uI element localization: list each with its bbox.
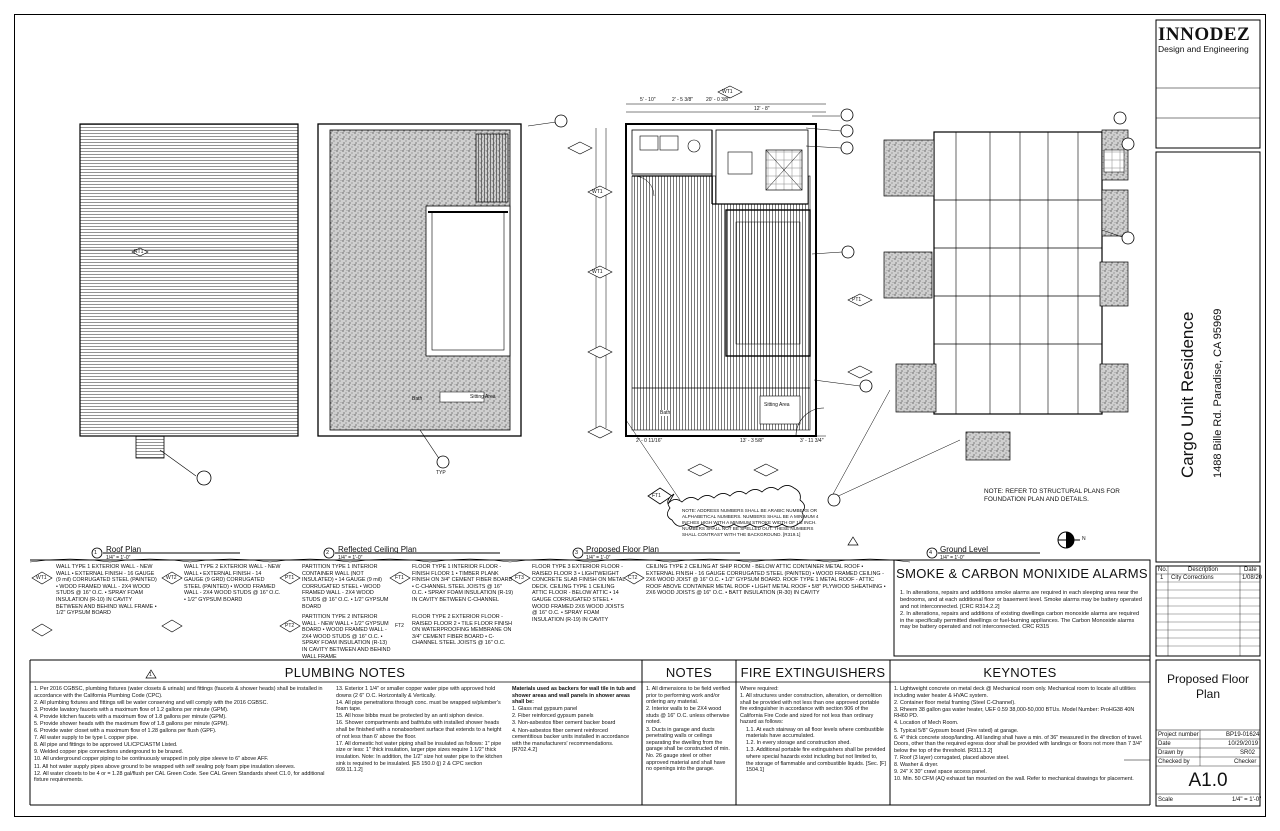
partition-type-2 — [302, 614, 392, 658]
field-label-date: Date — [1158, 741, 1171, 747]
company-tagline: Design and Engineering — [1158, 44, 1249, 54]
ground-level-title: Ground Level — [940, 545, 989, 554]
keynote-item: 6. 4" thick concrete stoop/landing. All landing shall have a min. of 36" measured in the direction of travel. Doors, other than the required egress door shall be provided with landings or floors not more than 7 3/4" below the top of the threshold. [R311.3.2] — [894, 734, 1143, 754]
north-label: N — [1082, 536, 1086, 542]
floor-tag-pt1: PT1 — [852, 297, 862, 303]
ground-level-plan — [884, 112, 1134, 460]
north-arrow — [1058, 532, 1080, 548]
rcp-tag-bath: Bath — [412, 396, 423, 402]
view-title-markers — [92, 548, 1040, 558]
type-text: CEILING TYPE 2 CEILING AT SHIP ROOM - BELOW ATTIC CONTAINER METAL ROOF • EXTERNAL FINISH - 16 GAUGE CORRUGATED STEEL (PAINTED) • WOOD FRAMED CEILING - 2X6 WOOD JOIST @ 16" O.C. • 1/2" GYPSUM BOARD. ROOF TYPE 1 METAL ROOF - ATTIC ROOF ABOVE CONTAINER METAL ROOF • LIGHT METAL ROOF • 5/8" PLYWOOD SHEATHING • 2X6 WOOD JOISTS @ 16" O.C. • BATT INSULATION (R-30) IN CAVITY — [646, 564, 886, 597]
dim-2: 2' - 5 3/8" — [672, 97, 694, 103]
keynote-item: 3. Rheem 38 gallon gas water heater, UEF 0.59 38,000-50,000 BTUs. Model Number: ProHG38 40N RH60 PD. — [894, 706, 1135, 720]
plumbing-note: 2. All plumbing fixtures and fittings will be water conserving and will comply with the 2016 CGBSC. — [34, 699, 269, 706]
plumbing-note: 17. All domestic hot water piping shall be insulated as follows: 1" pipe size or less: 1" thick insulation, larger pipe sizes require 1 1/2" thick insulation. Note: In addition, the 1/2" size hot water pipe to the kitchen sink is required to be insulated. [E5 150.0 (j) 2 & CPC section 609.11.1.2] — [336, 740, 503, 774]
keynote-item: 5. Typical 5/8" Gypsum board (Fire rated) at garage. — [894, 727, 1019, 734]
reflected-ceiling-plan — [318, 115, 567, 468]
dim-7: 3' - 11 3/4" — [800, 438, 824, 444]
type-text: FLOOR TYPE 3 EXTERIOR FLOOR - RAISED FLOOR 3 • LIGHTWEIGHT CONCRETE SLAB FINISH ON METAL DECK. CEILING TYPE 1 CEILING ATTIC FLOOR - BELOW ATTIC • 14 GAUGE CORRUGATED STEEL • WOOD FRAMED 2X6 WOOD JOISTS @ 16" O.C. • SPRAY FOAM INSULATION (R-19) IN CAVITY — [532, 564, 626, 623]
floor-type-3 — [532, 564, 628, 658]
fire-item: 1.2. In every storage and construction shed. — [746, 740, 851, 747]
smoke-alarms-text — [900, 590, 1144, 654]
floor-tag-bath: Bath — [660, 410, 671, 416]
plumbing-col-3 — [512, 686, 638, 804]
type-text: WALL TYPE 2 EXTERIOR WALL - NEW WALL • EXTERNAL FINISH - 14 GAUGE (9 GRD) CORRUGATED STEEL (PAINTED) • WOOD FRAMED WALL - 2X4 WOOD STUDS @ 16" O.C. • 1/2" GYPSUM BOARD — [184, 564, 281, 603]
roof-plan — [80, 124, 298, 485]
rev-header-no: No. — [1158, 567, 1168, 573]
fire-item: 1.3. Additional portable fire extinguishers shall be provided where special hazards exist including but not limited to, the storage of flammable and combustible liquids. [Sec. [F] 1504.1] — [746, 747, 886, 774]
floor-tag-ft1: FT1 — [652, 493, 661, 499]
field-value-date: 10/29/2019 — [1228, 741, 1259, 747]
plumbing-note: 10. All underground copper piping to be continuously wrapped in poly pipe sleeve to 6" above AFF. — [34, 756, 269, 763]
ground-level-num: 4 — [929, 550, 933, 556]
scale-value: 1/4" = 1'-0" — [1232, 797, 1262, 803]
plumbing-note: 5. Provide shower heads with the maximum flow of 1.8 gallons per minute (GPM). — [34, 720, 229, 727]
tag-ft1: FT1 — [395, 575, 404, 581]
dim-5: 2' - 0 11/16" — [636, 438, 663, 444]
roof-plan-scale: 1/4" = 1'-0" — [106, 555, 131, 561]
field-label-checked-by: Checked by — [1158, 759, 1190, 765]
plumbing-backer: 3. Non-asbestos fiber cement backer board — [512, 720, 616, 727]
rev-row-no: 1 — [1160, 575, 1164, 581]
plumbing-backer: 4. Non-asbestos fiber cement reinforced cementitious backer units installed in accordance with the manufacturers' recommendations. [R702.4.2] — [512, 727, 630, 754]
roof-tag-rt1: RT1 — [134, 249, 144, 255]
address-note: NOTE: ADDRESS NUMBERS SHALL BE ARABIC NUMBERS OR ALPHABETICAL NUMBERS. NUMBERS SHALL BE A MINIMUM 4 INCHES HIGH WITH A MINIMUM STROKE WIDTH OF 1/2 INCH. NUMBERS SHALL NOT BE SPELLED OUT. THESE NUMBERS SHALL CONTRAST WITH THE BACKGROUND. [R319.1] — [682, 508, 819, 537]
sheet-number: A1.0 — [1188, 770, 1228, 791]
roof-plan-num: 1 — [94, 550, 98, 556]
plumbing-note: 16. Shower compartments and bathtubs with installed shower heads shall be finished with a nonabsorbent surface that extends to a height of not less than 6' above the floor. — [336, 720, 502, 740]
keynote-item: 10. Min. 50 CFM (AQ exhaust fan mounted on the wall. Refer to mechanical drawings for placement. — [894, 776, 1134, 783]
floor-tag-wt1-top: WT1 — [722, 89, 733, 95]
plumbing-note: 12. All water closets to be 4 or = 1.28 gal/flush per CAL Green Code. See CAL Green Standards sheet C1.0, for additional fixture requirements. — [34, 770, 325, 784]
tag-pt1: PT1 — [285, 575, 295, 581]
floor-plan-title: Proposed Floor Plan — [586, 545, 659, 554]
tag-ct2: CT2 — [628, 575, 638, 581]
tag-wt1: WT1 — [36, 575, 47, 581]
fire-lead: Where required: — [740, 686, 779, 692]
notes-list — [646, 686, 732, 804]
plumbing-col-2 — [336, 686, 506, 804]
floor-plan-num: 3 — [575, 550, 579, 556]
field-label-drawn-by: Drawn by — [1158, 750, 1184, 756]
dim-4: 12' - 8" — [754, 106, 770, 112]
type-text: PARTITION TYPE 1 INTERIOR CONTAINER WALL (NOT INSULATED) • 14 GAUGE (9 mil) CORRUGATED STEEL • WOOD FRAMED WALL - 2X4 WOOD STUDS @ 16" O.C. • 1/2" GYPSUM BOARD — [302, 564, 389, 610]
tag-ft2: FT2 — [395, 623, 404, 629]
plumbing-notes-title: PLUMBING NOTES — [284, 665, 406, 680]
dim-3: 20' - 0 3/8" — [706, 97, 730, 103]
rev-row-desc: City Corrections — [1171, 575, 1214, 581]
floor-tag-wt1-a: WT1 — [592, 189, 603, 195]
floor-tag-wt1-b: WT1 — [592, 269, 603, 275]
type-text: PARTITION TYPE 2 INTERIOR WALL - NEW WALL • 1/2" GYPSUM BOARD • WOOD FRAMED WALL - 2X4 WOOD STUDS @ 16" O.C. • SPRAY FOAM INSULATION (R-13) IN CAVITY BETWEEN AND BEHIND WALL FRAME — [302, 614, 391, 658]
smoke-alarms-title: SMOKE & CARBON MONIXIDE ALARMS — [896, 566, 1148, 581]
keynote-item: 8. Washer & dryer. — [894, 762, 939, 769]
rev-row-date: 1/08/20 — [1242, 575, 1263, 581]
fire-extinguishers-title: FIRE EXTINGUISHERS — [740, 665, 886, 680]
plumbing-lead: Materials used as backers for wall tile in tub and shower areas and wall panels in shower areas shall be: — [512, 686, 636, 706]
company-logo — [1158, 24, 1262, 54]
rcp-tag-typ: TYP — [436, 470, 446, 476]
plumbing-note: 7. All water supply to be type L copper pipe. — [34, 735, 139, 742]
keynotes-title: KEYNOTES — [983, 665, 1057, 680]
project-address: 1488 Bille Rd. Paradise, CA 95969 — [1212, 308, 1224, 478]
wall-type-1 — [56, 564, 160, 658]
rev-header-desc: Description — [1188, 567, 1219, 573]
wall-type-2 — [184, 564, 282, 658]
ceiling-type-2 — [646, 564, 890, 658]
plumbing-backer: 1. Glass mat gypsum panel — [512, 706, 578, 713]
revision-triangle-label: 1 — [149, 672, 152, 678]
fire-item: 1.1. At each stairway on all floor levels where combustible materials have accumulated. — [746, 726, 884, 740]
fire-extinguishers-list — [740, 686, 886, 804]
plumbing-note: 4. Provide kitchen faucets with a maximum flow of 1.8 gallons per minute (GPM). — [34, 713, 227, 720]
floor-plan-scale: 1/4" = 1'-0" — [586, 555, 611, 561]
rev-header-date: Date — [1244, 567, 1257, 573]
plumbing-col-1 — [34, 686, 332, 804]
dim-6: 13' - 3 5/8" — [740, 438, 764, 444]
plumbing-note: 11. All hot water supply pipes above ground to be wrapped with self sealing poly foam pipe insulation sleeves. — [34, 763, 296, 770]
tag-pt2: PT2 — [285, 623, 295, 629]
tag-ft3: FT3 — [515, 575, 524, 581]
rcp-title: Reflected Ceiling Plan — [338, 545, 417, 554]
rcp-scale: 1/4" = 1'-0" — [338, 555, 363, 561]
plumbing-note: 6. Provide water closet with a maximum flow of 1.28 gallons per flush (GPF). — [34, 728, 217, 735]
note-item: 1. All dimensions to be field verified prior to performing work and/or ordering any material. — [646, 686, 731, 706]
plumbing-backer: 2. Fiber reinforced gypsum panels — [512, 713, 594, 720]
field-value-drawn-by: SR02 — [1240, 750, 1256, 756]
field-value-checked-by: Checker — [1234, 759, 1257, 765]
partition-type-1 — [302, 564, 392, 614]
rcp-tag-sitting: Sitting Area — [470, 394, 496, 400]
keynote-item: 2. Container floor metal framing (Steel C-Channel). — [894, 699, 1016, 706]
plumbing-note: 14. All pipe penetrations through conc. must be wrapped w/plumber's foam tape. — [336, 699, 501, 713]
notes-title: NOTES — [665, 665, 713, 680]
scale-label: Scale — [1158, 797, 1174, 803]
note-item: 3. Ducts in garage and ducts penetrating walls or ceilings separating the dwelling from the garage shall be constructed of min. No. 26 gauge steel or other approved material and shall have no openings into the garage. — [646, 726, 730, 773]
proposed-floor-plan — [568, 86, 872, 504]
plumbing-note: 13. Exterior 1 1/4" or smaller copper water pipe with approved hold downs (2 6" O.C. Horizontally & Vertically. — [336, 686, 496, 699]
roof-plan-title: Roof Plan — [106, 545, 142, 554]
plumbing-note: 15. All hose bibbs must be protected by an anti siphon device. — [336, 713, 484, 720]
field-value-project-number: BP19-01624 — [1226, 732, 1260, 738]
plumbing-note: 8. All pipe and fittings to be approved UL/CPC/ASTM Listed. — [34, 742, 178, 749]
plumbing-note: 9. Welded copper pipe connections underground to be brazed. — [34, 749, 184, 756]
keynote-item: 7. Roof (3 layer) corrugated, placed above steel. — [894, 754, 1010, 761]
note-item: 2. Interior walls to be 2X4 wood studs @ 16" O.C. unless otherwise noted. — [646, 706, 730, 726]
company-name: INNODEZ — [1158, 24, 1251, 45]
plumbing-note: 3. Provide lavatory faucets with a maximum flow of 1.2 gallons per minute (GPM). — [34, 706, 229, 713]
floor-type-2 — [412, 614, 514, 658]
rcp-num: 2 — [326, 550, 330, 556]
project-title: Cargo Unit Residence — [1178, 311, 1197, 478]
smoke-item: 2. In alterations, repairs and additions of existing dwellings carbon monoxide alarms are required in the specifically permitted dwellings or fuel-burning appliances. The Carbon Monoxide alarms may be battery operated and not interconnected. CRC R315 — [900, 610, 1140, 631]
type-text: FLOOR TYPE 2 EXTERIOR FLOOR - RAISED FLOOR 2 • TILE FLOOR FINISH ON WATERPROOFING MEMBRANE ON 3/4" CEMENT FIBER BOARD • C-CHANNEL STEEL JOISTS @ 16" O.C. — [412, 614, 513, 647]
keynote-item: 9. 24" X 30" crawl space access panel. — [894, 769, 987, 776]
keynote-item: 1. Lightweight concrete on metal deck @ Mechanical room only. Mechanical room to locate all utilities including water heater & HVAC system. — [894, 686, 1136, 699]
tag-wt2: WT2 — [166, 575, 177, 581]
keynote-item: 4. Location of Mech Room. — [894, 720, 959, 727]
floor-type-1 — [412, 564, 514, 614]
smoke-item: 1. In alterations, repairs and additions smoke alarms are required in each sleeping area near the bedrooms, and at each additional floor or basement level. Smoke alarms may be battery operated and not interconnected. [CRC R314.2.2] — [900, 590, 1142, 610]
floor-tag-sitting: Sitting Area — [764, 402, 790, 408]
fire-item: 1. All structures under construction, alteration, or demolition shall be provided with not less than one approved portable fire extinguisher in accordance with section 906 of the California Fire Code and sized for not less than ordinary hazard as follows: — [740, 693, 882, 726]
field-label-project-number: Project number — [1158, 732, 1199, 738]
type-text: FLOOR TYPE 1 INTERIOR FLOOR - FINISH FLOOR 1 • TIMBER PLANK FINISH ON 3/4" CEMENT FIBER BOARD • C-CHANNEL STEEL JOISTS @ 16" O.C. • SPRAY FOAM INSULATION (R-19) IN CAVITY BETWEEN C-CHANNEL — [412, 564, 514, 603]
plumbing-note: 1. Per 2016 CGBSC, plumbing fixtures (water closets & urinals) and fittings (faucets & shower heads) shall be installed in accordance with the California Plumbing Code (CPC). — [34, 686, 323, 699]
keynotes-list — [894, 686, 1146, 804]
type-text: WALL TYPE 1 EXTERIOR WALL - NEW WALL • EXTERNAL FINISH - 16 GAUGE (9 mil) CORRUGATED STEEL (PAINTED) • WOOD FRAMED WALL - 2X4 WOOD STUDS @ 16" O.C. • SPRAY FOAM INSULATION (R-10) IN CAVITY BETWEEN AND BEHIND WALL FRAME • 1/2" GYPSUM BOARD — [56, 564, 157, 617]
sheet-title: Proposed Floor Plan — [1166, 672, 1250, 701]
foundation-note: NOTE: REFER TO STRUCTURAL PLANS FOR FOUNDATION PLAN AND DETAILS. — [984, 488, 1120, 503]
ground-level-scale: 1/4" = 1'-0" — [940, 555, 965, 561]
dim-1: 5' - 10" — [640, 97, 656, 103]
